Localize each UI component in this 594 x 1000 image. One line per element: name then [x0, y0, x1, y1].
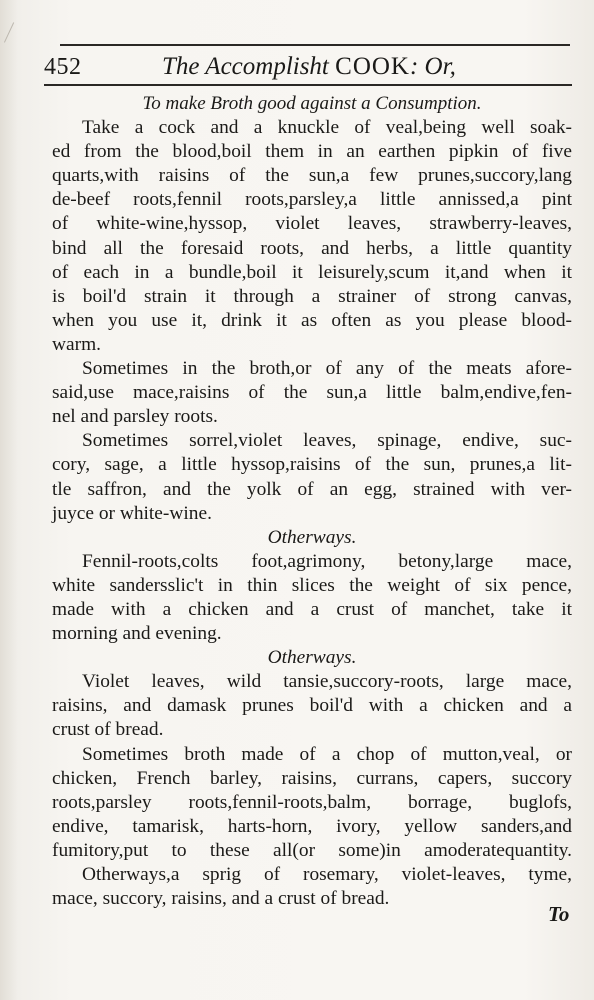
- text-line: mace, succory, raisins, and a crust of bread.: [52, 888, 390, 910]
- paragraph: [52, 357, 572, 429]
- text-line: bind all the foresaid roots, and herbs, a little quantity: [52, 237, 572, 259]
- page-number: 452: [44, 54, 82, 80]
- text-line: Otherways,a sprig of rosemary, violet-leaves, tyme,: [82, 864, 572, 885]
- text-line: crust of bread.: [52, 719, 164, 741]
- text-line: morning and evening.: [52, 623, 222, 645]
- text-line: raisins, and damask prunes boil'd with a chicken and a: [52, 695, 572, 717]
- text-line: is boil'd strain it through a strainer of strong canvas,: [52, 285, 572, 307]
- text-line: said,use mace,raisins of the sun,a little balm,endive,fen-: [52, 382, 572, 404]
- text-line: warm.: [52, 333, 101, 355]
- text-line: roots,parsley roots,fennil-roots,balm, borrage, buglofs,: [52, 791, 572, 813]
- running-title: [162, 53, 456, 81]
- recipe-heading: Otherways.: [267, 526, 357, 548]
- text-line: quarts,with raisins of the sun,a few prunes,succory,lang: [52, 165, 572, 187]
- text-line: Violet leaves, wild tansie,succory-roots, large mace,: [82, 671, 572, 693]
- text-line: white sandersslic't in thin slices the weight of six pence,: [52, 574, 572, 596]
- text-line: fumitory,put to these all(or some)in amoderatequantity.: [52, 839, 572, 861]
- text-line: made with a chicken and a crust of manchet, take it: [52, 598, 572, 620]
- text-line: de-beef roots,fennil roots,parsley,a little annissed,a pint: [52, 189, 572, 211]
- catchword: To: [548, 902, 570, 926]
- text-line: endive, tamarisk, harts-horn, ivory, yellow sanders,and: [52, 815, 572, 837]
- text-line: nel and parsley roots.: [52, 406, 218, 428]
- running-header: [44, 50, 572, 86]
- text-line: of each in a bundle,boil it leisurely,scum it,and when it: [52, 261, 572, 283]
- top-rule: [60, 44, 570, 46]
- paragraph: [52, 429, 572, 525]
- text-line: of white-wine,hyssop, violet leaves, strawberry-leaves,: [52, 213, 572, 235]
- running-title-tail: : Or,: [409, 53, 456, 80]
- running-title-italic: The Accomplisht: [162, 53, 329, 80]
- text-line: Take a cock and a knuckle of veal,being well soak-: [82, 117, 572, 139]
- text-line: when you use it, drink it as often as you please blood-: [52, 309, 572, 331]
- text-line: chicken, French barley, raisins, currans, capers, succory: [52, 767, 572, 789]
- text-line: Fennil-roots,colts foot,agrimony, betony,large mace,: [82, 550, 572, 572]
- paragraph: [52, 670, 572, 742]
- paragraph: [52, 863, 572, 911]
- text-line: juyce or white-wine.: [52, 502, 212, 524]
- text-line: tle saffron, and the yolk of an egg, strained with ver-: [52, 478, 572, 500]
- page-gutter-shadow: [0, 0, 18, 1000]
- text-line: ed from the blood,boil them in an earthen pipkin of five: [52, 141, 572, 163]
- text-line: Sometimes in the broth,or of any of the meats afore-: [82, 358, 572, 380]
- paragraph: [52, 550, 572, 646]
- paragraph: [52, 116, 572, 357]
- text-line: Sometimes broth made of a chop of mutton,veal, or: [82, 743, 572, 765]
- page-body: [52, 92, 572, 911]
- text-line: Sometimes sorrel,violet leaves, spinage, endive, suc-: [82, 430, 572, 452]
- running-title-caps: COOK: [335, 53, 410, 80]
- header-rule: [44, 84, 572, 86]
- text-line: cory, sage, a little hyssop,raisins of the sun, prunes,a lit-: [52, 454, 572, 476]
- paragraph: [52, 743, 572, 863]
- recipe-heading: Otherways.: [267, 647, 357, 669]
- recipe-heading: To make Broth good against a Consumption.: [142, 93, 482, 114]
